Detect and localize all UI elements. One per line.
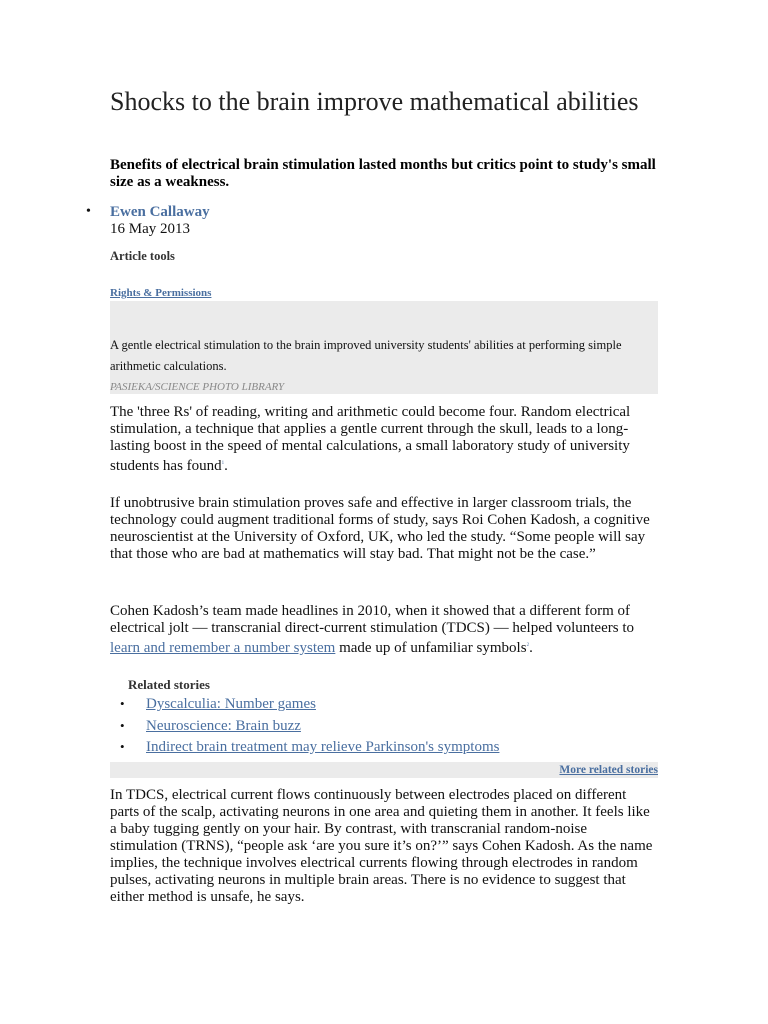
bullet-icon: • — [120, 696, 125, 711]
figure-caption: A gentle electrical stimulation to the brain improved university students' abilities at performing simple arithmetic calculations. — [110, 338, 622, 373]
related-story-link[interactable]: Indirect brain treatment may relieve Parkinson's symptoms — [146, 739, 500, 755]
reference-1-link[interactable]: 1 — [221, 461, 225, 466]
rights-permissions-link[interactable]: Rights & Permissions — [110, 287, 212, 299]
author-link[interactable]: Ewen Callaway — [110, 204, 210, 220]
figure-credit: PASIEKA/SCIENCE PHOTO LIBRARY — [110, 381, 285, 393]
number-system-link[interactable]: learn and remember a number system — [110, 640, 336, 656]
related-story-link[interactable]: Neuroscience: Brain buzz — [146, 717, 301, 734]
related-story-item — [110, 696, 499, 718]
reference-2-link[interactable]: 2 — [526, 643, 530, 648]
related-stories-list — [110, 696, 499, 761]
more-related-bar — [110, 762, 658, 778]
paragraph-1-text: The 'three Rs' of reading, writing and arithmetic could become four. Random electrical stimulation, a technique that applies a gentle current through the skull, leads to a long-lasting boost in the speed of mental calculations, a small laboratory study of university students has found — [110, 404, 631, 474]
publish-date: 16 May 2013 — [110, 221, 190, 237]
article-subtitle: Benefits of electrical brain stimulation lasted months but critics point to study's small size as a weakness. — [110, 157, 656, 190]
related-story-item — [110, 718, 499, 740]
paragraph-2: If unobtrusive brain stimulation proves safe and effective in larger classroom trials, the technology could augment traditional forms of study, says Roi Cohen Kadosh, a cognitive neuroscientist at the University of Oxford, UK, who led the study. “Some people will say that those who are bad at mathematics will stay bad. That might not be the case.” — [110, 495, 650, 562]
paragraph-3-text: Cohen Kadosh’s team made headlines in 2010, when it showed that a different form of electrical jolt — transcranial direct-current stimulation (TDCS) — helped volunteers to — [110, 603, 634, 636]
more-related-stories-link[interactable]: More related stories — [559, 764, 658, 776]
paragraph-3 — [110, 603, 658, 657]
bullet-icon: • — [120, 717, 125, 733]
bullet-icon: • — [120, 739, 125, 754]
author-bullet: • — [86, 204, 91, 219]
related-stories-heading: Related stories — [128, 677, 210, 692]
paragraph-4: In TDCS, electrical current flows continuously between electrodes placed on different parts of the scalp, activating neurons in one area and quieting them in another. It feels like a baby tugging gently on your hair. By contrast, with transcranial random-noise stimulation (TRNS), “people ask ‘are you sure it’s on?’” says Cohen Kadosh. As the name implies, the technique involves electrical currents flowing through electrodes in random pulses, activating neurons in multiple brain areas. There is no evidence to suggest that either method is unsafe, he says. — [110, 787, 653, 905]
paragraph-1-end: . — [224, 458, 228, 474]
article-tools-heading: Article tools — [110, 249, 175, 263]
paragraph-1 — [110, 404, 658, 475]
related-story-link[interactable]: Dyscalculia: Number games — [146, 696, 316, 712]
related-story-item — [110, 739, 499, 761]
paragraph-3-end: . — [529, 640, 533, 656]
paragraph-3-text-after: made up of unfamiliar symbols — [335, 640, 527, 656]
article-title: Shocks to the brain improve mathematical abilities — [110, 87, 639, 116]
